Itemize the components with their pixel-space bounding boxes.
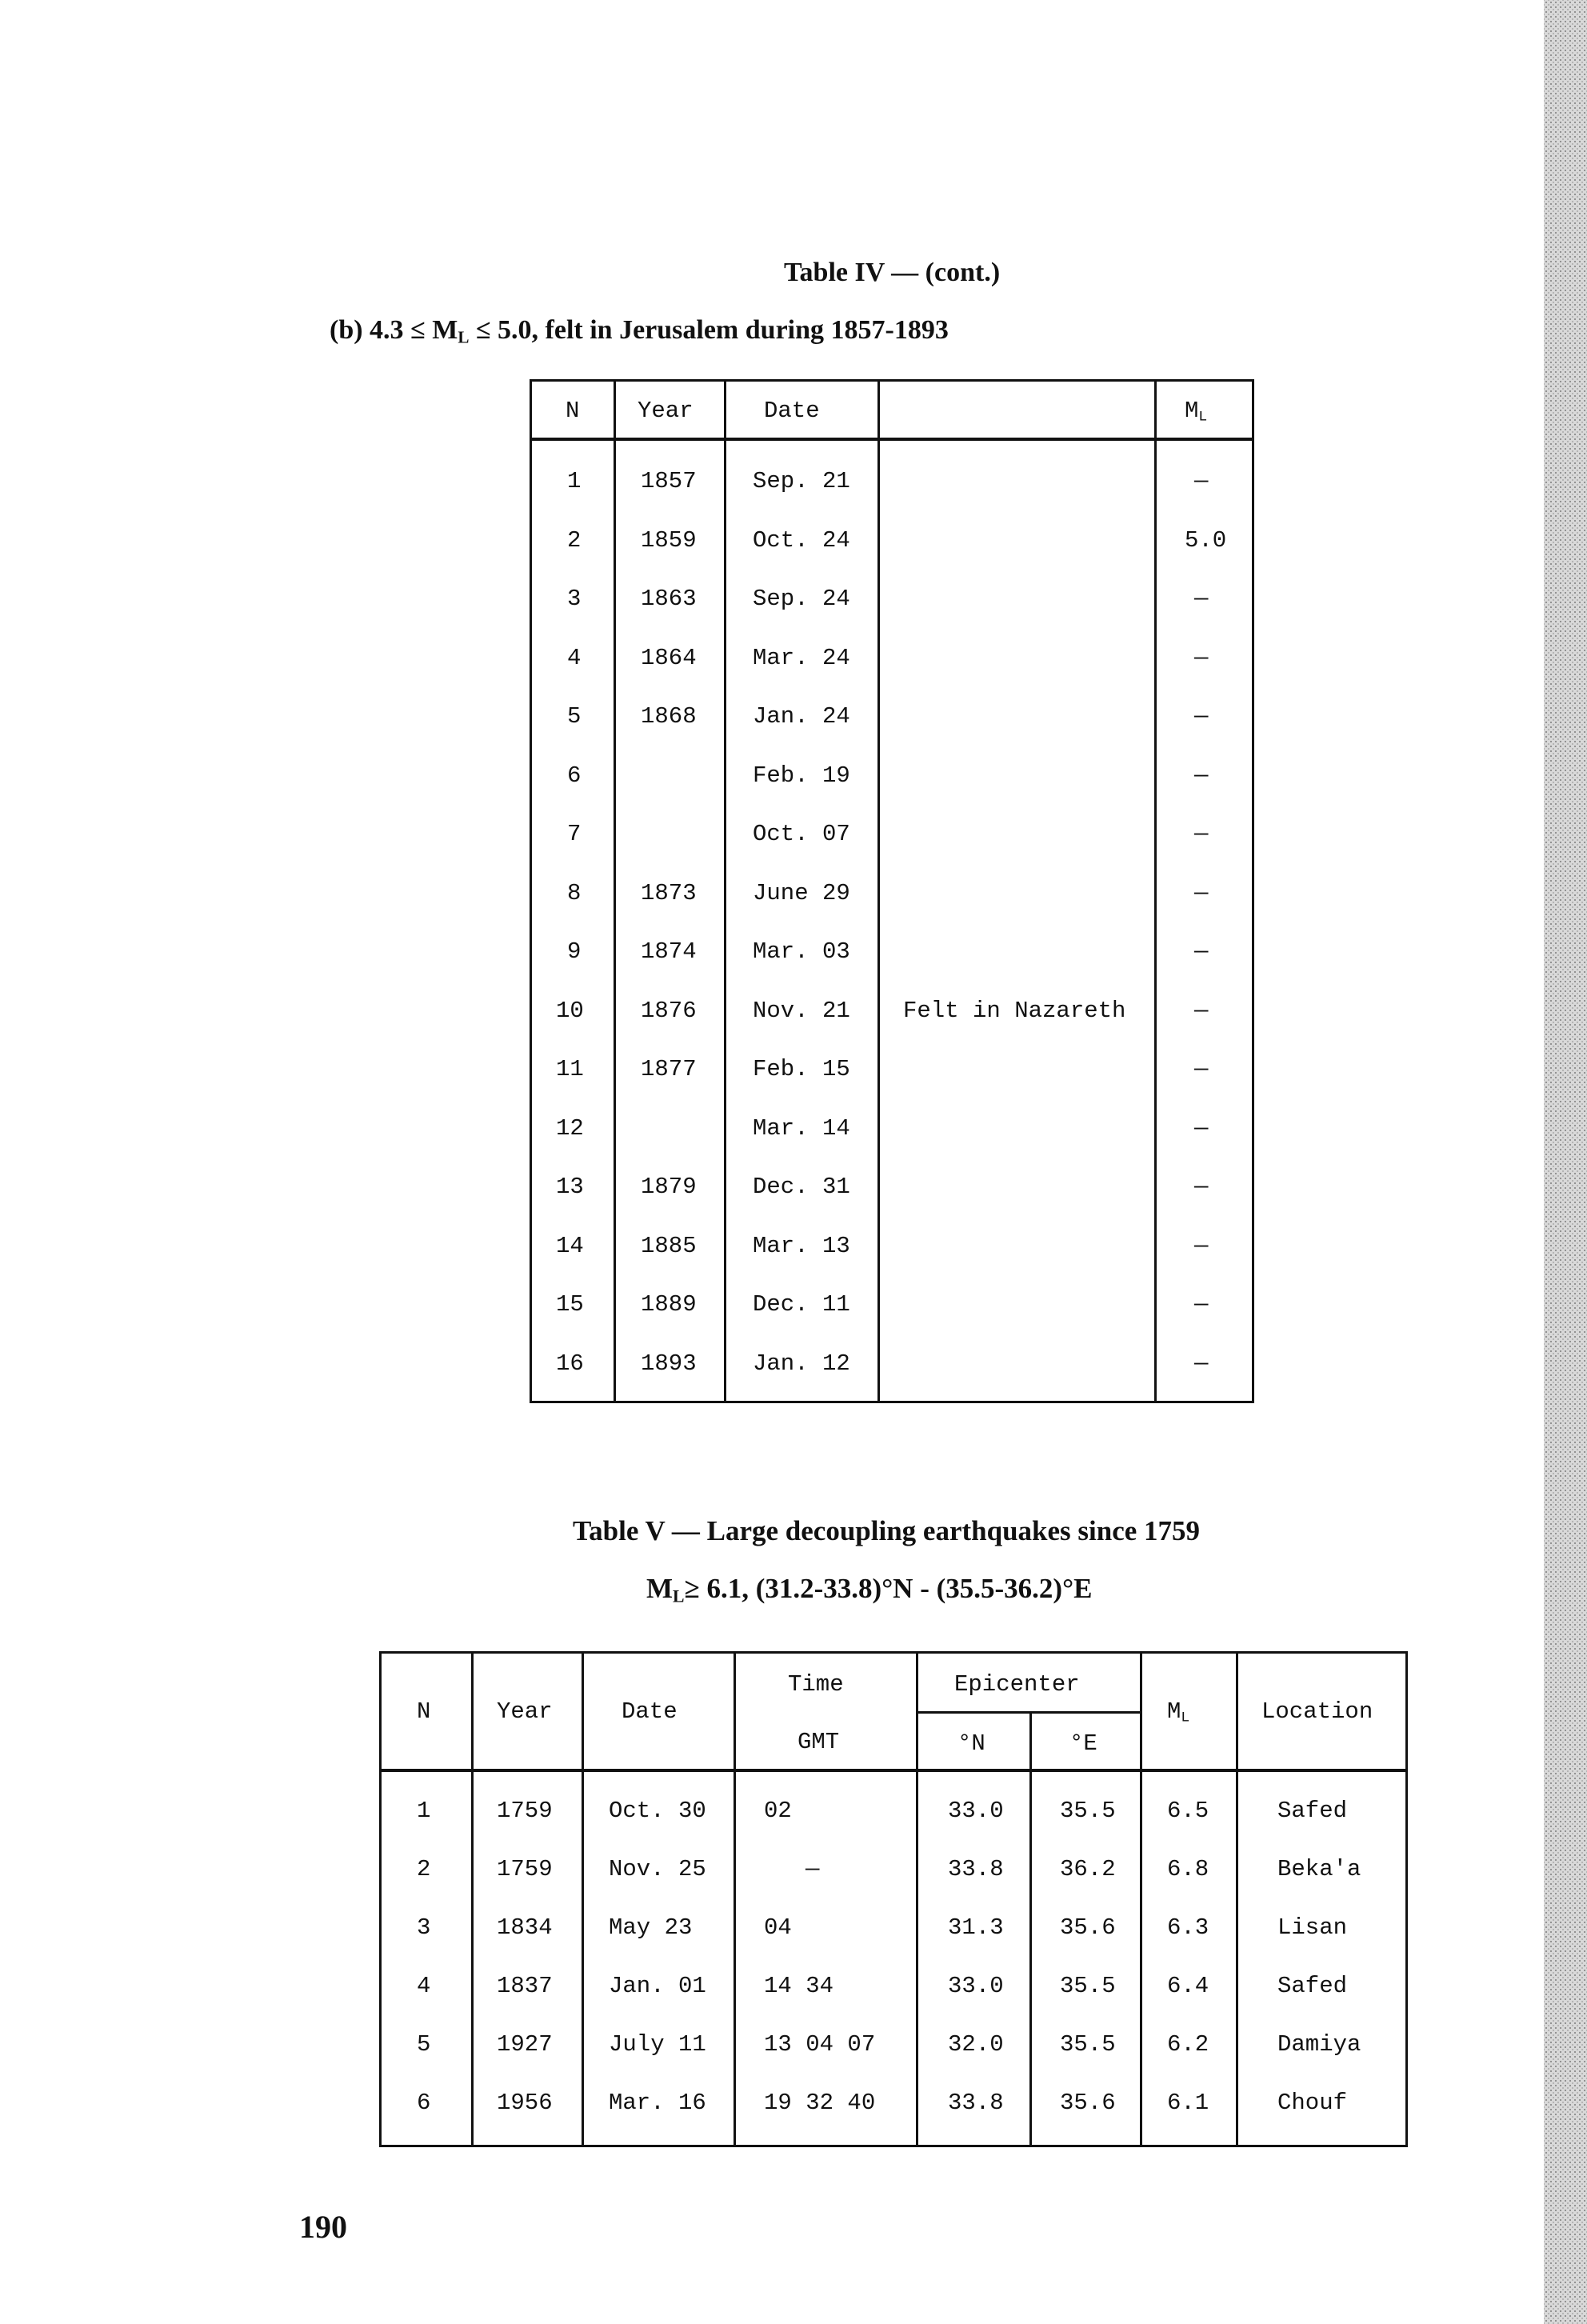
row-n: 10	[556, 998, 584, 1024]
row-year: 1956	[497, 2090, 553, 2116]
row-year: 1885	[641, 1233, 697, 1259]
row-lon: 35.5	[1060, 1973, 1116, 1999]
row-ml: —	[1194, 703, 1209, 730]
row-ml: 6.4	[1167, 1973, 1209, 1999]
row-date: Mar. 03	[753, 938, 850, 965]
header-year: Year	[497, 1698, 553, 1725]
row-ml: —	[1194, 468, 1209, 494]
row-n: 4	[417, 1973, 431, 1999]
row-ml: —	[1194, 1291, 1209, 1318]
row-n: 6	[567, 762, 582, 789]
header-n: N	[417, 1698, 431, 1725]
header-ml: $M_L$	[1167, 1698, 1190, 1726]
row-date: Mar. 16	[609, 2090, 706, 2116]
row-n: 5	[567, 703, 582, 730]
row-ml: —	[1194, 762, 1209, 789]
row-location: Chouf	[1277, 2090, 1348, 2116]
row-year: 1877	[641, 1056, 697, 1082]
row-year: 1857	[641, 468, 697, 494]
row-n: 1	[417, 1798, 431, 1824]
row-n: 7	[567, 821, 582, 847]
row-date: Nov. 21	[753, 998, 850, 1024]
row-ml: 6.2	[1167, 2031, 1209, 2058]
row-n: 14	[556, 1233, 584, 1259]
row-year: 1874	[641, 938, 697, 965]
row-ml: 6.5	[1167, 1798, 1209, 1824]
table-v	[379, 1651, 1408, 2147]
row-n: 16	[556, 1350, 584, 1377]
row-date: Oct. 24	[753, 527, 850, 554]
row-n: 12	[556, 1115, 584, 1142]
row-ml: —	[1194, 1233, 1209, 1259]
row-ml: 6.8	[1167, 1856, 1209, 1882]
row-date: Oct. 07	[753, 821, 850, 847]
row-location: Beka'a	[1277, 1856, 1361, 1882]
header-time: Time	[788, 1671, 844, 1698]
row-time: 04	[764, 1914, 792, 1941]
row-date: Feb. 15	[753, 1056, 850, 1082]
row-location: Damiya	[1277, 2031, 1361, 2058]
row-ml: 6.3	[1167, 1914, 1209, 1941]
row-date: Oct. 30	[609, 1798, 706, 1824]
row-year: 1859	[641, 527, 697, 554]
row-date: Mar. 14	[753, 1115, 850, 1142]
row-year: 1863	[641, 586, 697, 612]
table-iv-subtitle: (b) $4.3 \le M_L \le 5.0$, felt in Jerusalem during 1857-1893	[330, 315, 949, 347]
row-n: 6	[417, 2090, 431, 2116]
row-date: Feb. 19	[753, 762, 850, 789]
header-n: N	[566, 398, 580, 424]
row-year: 1759	[497, 1798, 553, 1824]
row-date: Dec. 11	[753, 1291, 850, 1318]
row-n: 4	[567, 645, 582, 671]
header-location: Location	[1261, 1698, 1373, 1725]
row-date: Jan. 01	[609, 1973, 706, 1999]
row-year: 1837	[497, 1973, 553, 1999]
row-ml: —	[1194, 998, 1209, 1024]
header-lon: °E	[1069, 1730, 1097, 1757]
row-n: 5	[417, 2031, 431, 2058]
table-iv-title: Table IV — (cont.)	[784, 258, 1001, 287]
row-year: 1879	[641, 1174, 697, 1200]
row-n: 3	[417, 1914, 431, 1941]
header-epicenter: Epicenter	[954, 1671, 1080, 1698]
row-lon: 35.6	[1060, 1914, 1116, 1941]
row-time: 14 34	[764, 1973, 834, 1999]
row-date: Mar. 13	[753, 1233, 850, 1259]
row-lat: 31.3	[948, 1914, 1004, 1941]
row-date: Sep. 21	[753, 468, 850, 494]
row-n: 13	[556, 1174, 584, 1200]
row-ml: —	[1194, 821, 1209, 847]
row-year: 1759	[497, 1856, 553, 1882]
row-date: Mar. 24	[753, 645, 850, 671]
row-location: Safed	[1277, 1973, 1348, 1999]
row-ml: —	[1194, 1350, 1209, 1377]
row-lat: 32.0	[948, 2031, 1004, 2058]
row-year: 1927	[497, 2031, 553, 2058]
row-date: Jan. 12	[753, 1350, 850, 1377]
row-n: 11	[556, 1056, 584, 1082]
row-ml: —	[1194, 586, 1209, 612]
row-year: 1873	[641, 880, 697, 906]
row-lon: 35.5	[1060, 1798, 1116, 1824]
row-lon: 36.2	[1060, 1856, 1116, 1882]
row-location: Safed	[1277, 1798, 1348, 1824]
header-date: Date	[764, 398, 820, 424]
row-n: 2	[567, 527, 582, 554]
row-ml: —	[1194, 645, 1209, 671]
row-ml: —	[1194, 1115, 1209, 1142]
header-ml: $M_L$	[1185, 398, 1208, 426]
row-lat: 33.8	[948, 2090, 1004, 2116]
table-v-subtitle: $M_L\ge 6.1$, (31.2-33.8)°N - (35.5-36.2)°E	[646, 1573, 1093, 1606]
row-date: May 23	[609, 1914, 693, 1941]
page-number: 190	[299, 2209, 347, 2245]
row-lon: 35.6	[1060, 2090, 1116, 2116]
header-date: Date	[622, 1698, 678, 1725]
row-date: Jan. 24	[753, 703, 850, 730]
header-year: Year	[638, 398, 694, 424]
row-year: 1864	[641, 645, 697, 671]
row-n: 9	[567, 938, 582, 965]
row-lon: 35.5	[1060, 2031, 1116, 2058]
row-year: 1876	[641, 998, 697, 1024]
row-date: Nov. 25	[609, 1856, 706, 1882]
row-time: 19 32 40	[764, 2090, 876, 2116]
row-date: Sep. 24	[753, 586, 850, 612]
row-lat: 33.0	[948, 1798, 1004, 1824]
row-n: 8	[567, 880, 582, 906]
row-time: —	[805, 1856, 820, 1882]
row-n: 1	[567, 468, 582, 494]
header-time-gmt: GMT	[797, 1729, 840, 1755]
header-lat: °N	[957, 1730, 985, 1757]
row-ml: —	[1194, 938, 1209, 965]
row-year: 1868	[641, 703, 697, 730]
row-lat: 33.0	[948, 1973, 1004, 1999]
row-ml: 6.1	[1167, 2090, 1209, 2116]
scan-edge-strip	[1544, 0, 1587, 2324]
table-v-title: Table V — Large decoupling earthquakes since 1759	[573, 1515, 1201, 1546]
row-date: July 11	[609, 2031, 706, 2058]
row-n: 15	[556, 1291, 584, 1318]
row-year: 1893	[641, 1350, 697, 1377]
row-ml: 5.0	[1185, 527, 1227, 554]
row-year: 1834	[497, 1914, 553, 1941]
row-time: 02	[764, 1798, 792, 1824]
row-date: June 29	[753, 880, 850, 906]
row-n: 3	[567, 586, 582, 612]
row-lat: 33.8	[948, 1856, 1004, 1882]
row-location: Lisan	[1277, 1914, 1348, 1941]
row-year: 1889	[641, 1291, 697, 1318]
row-ml: —	[1194, 880, 1209, 906]
row-remark: Felt in Nazareth	[903, 998, 1126, 1024]
row-ml: —	[1194, 1174, 1209, 1200]
row-date: Dec. 31	[753, 1174, 850, 1200]
row-n: 2	[417, 1856, 431, 1882]
row-ml: —	[1194, 1056, 1209, 1082]
table-iv	[530, 379, 1254, 1403]
row-time: 13 04 07	[764, 2031, 876, 2058]
